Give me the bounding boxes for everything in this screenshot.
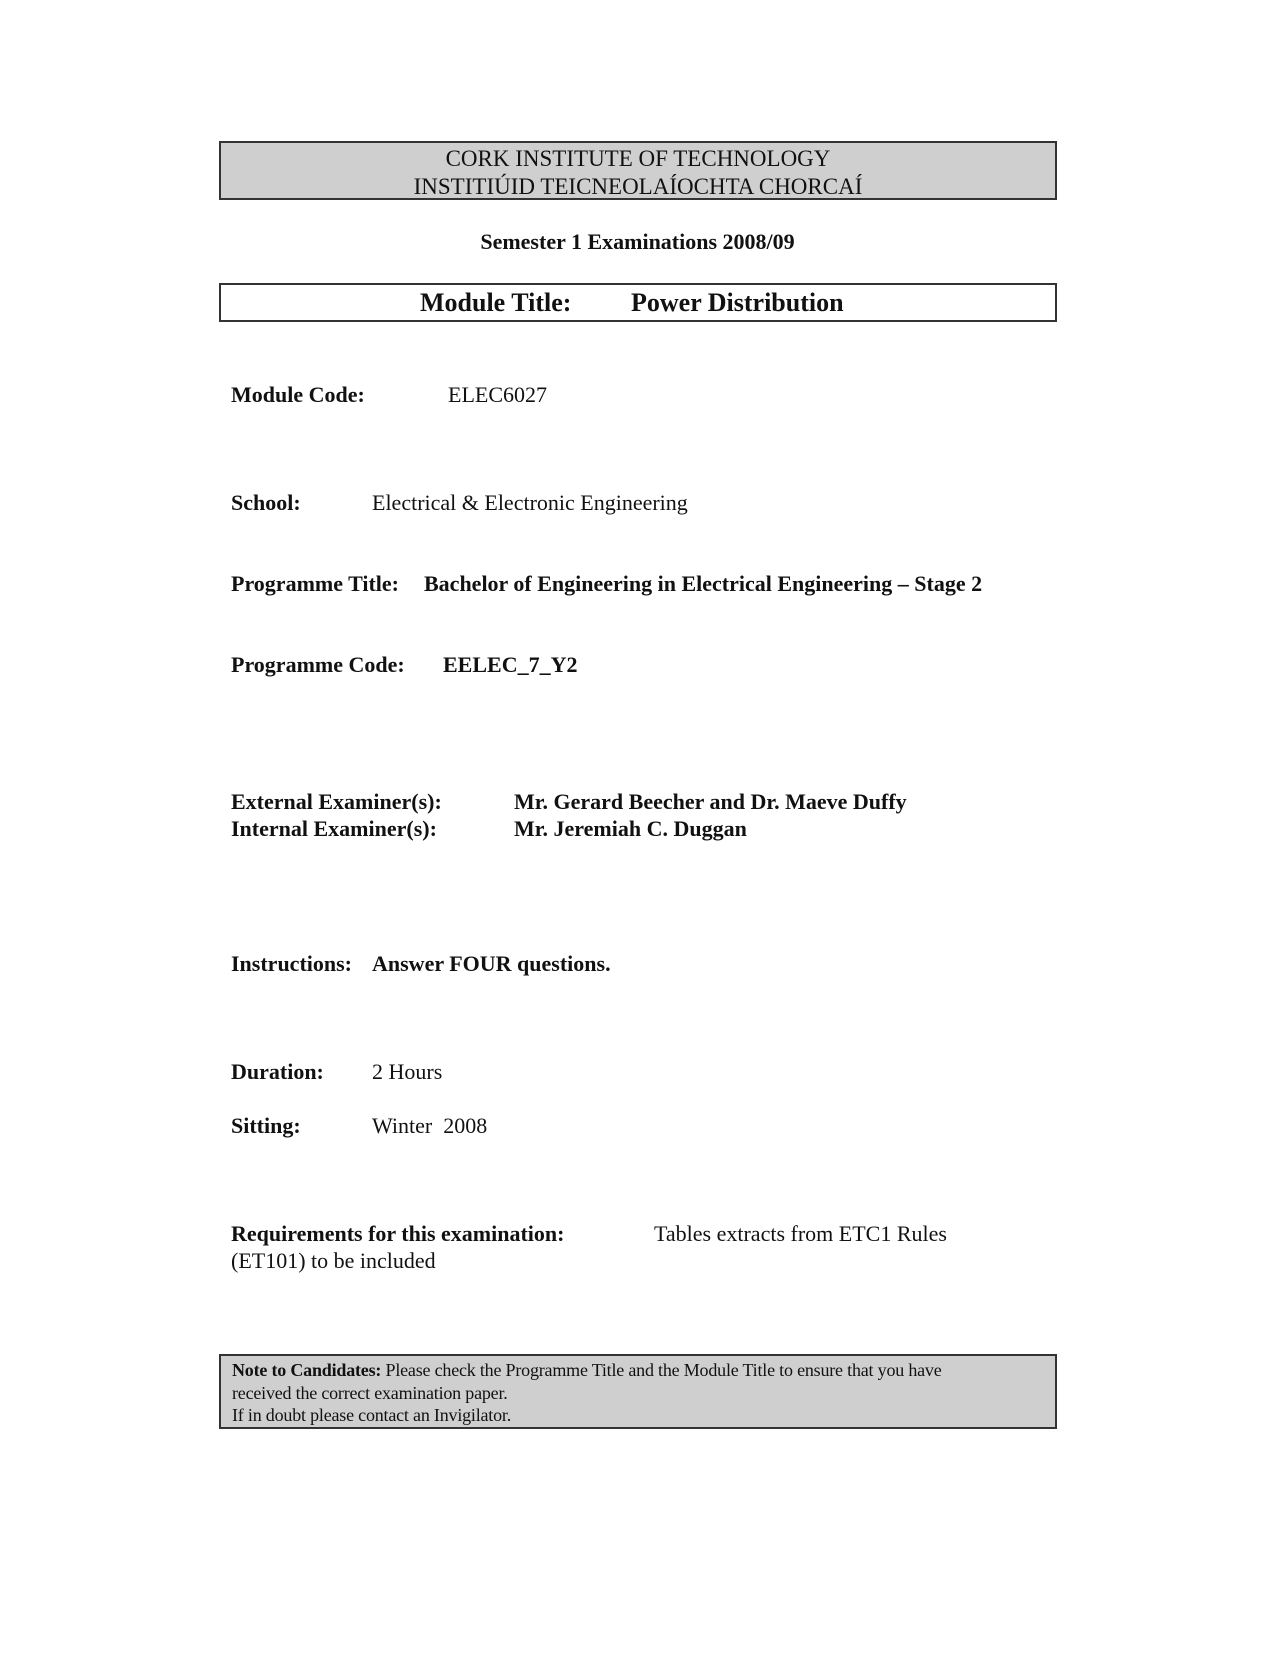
duration-value: 2 Hours: [372, 1059, 443, 1084]
note-text-line2: received the correct examination paper.: [232, 1382, 508, 1403]
semester-heading: Semester 1 Examinations 2008/09: [480, 229, 795, 254]
sitting-label: Sitting:: [231, 1113, 301, 1138]
programme-title-label: Programme Title:: [231, 571, 400, 596]
internal-examiner-value: Mr. Jeremiah C. Duggan: [514, 816, 747, 841]
module-title-box: [219, 283, 1057, 322]
note-label: Note to Candidates:: [232, 1360, 382, 1380]
institute-header: [219, 141, 1057, 200]
requirements-value-line2: (ET101) to be included: [231, 1248, 436, 1273]
internal-examiner-label: Internal Examiner(s):: [231, 816, 437, 841]
instructions-value: Answer FOUR questions.: [372, 951, 611, 976]
school-value: Electrical & Electronic Engineering: [372, 490, 688, 515]
school-label: School:: [231, 490, 301, 515]
institute-name-irish: INSTITIÚID TEICNEOLAÍOCHTA CHORCAÍ: [413, 174, 863, 199]
module-code-value: ELEC6027: [448, 382, 547, 407]
programme-code-label: Programme Code:: [231, 652, 405, 677]
note-to-candidates-box: [219, 1354, 1057, 1429]
note-text-line3: If in doubt please contact an Invigilator.: [232, 1405, 512, 1425]
requirements-value-line1: Tables extracts from ETC1 Rules: [654, 1221, 947, 1246]
duration-label: Duration:: [231, 1059, 324, 1084]
programme-title-value: Bachelor of Engineering in Electrical Engineering – Stage 2: [424, 571, 983, 596]
instructions-label: Instructions:: [231, 951, 353, 976]
module-title-label: Module Title:: [420, 288, 572, 317]
programme-code-value: EELEC_7_Y2: [443, 652, 578, 677]
requirements-label: Requirements for this examination:: [231, 1221, 565, 1246]
external-examiner-label: External Examiner(s):: [231, 789, 442, 814]
institute-name-english: CORK INSTITUTE OF TECHNOLOGY: [445, 146, 831, 171]
note-text-line1: Please check the Programme Title and the Module Title to ensure that you have: [385, 1360, 942, 1380]
external-examiner-value: Mr. Gerard Beecher and Dr. Maeve Duffy: [514, 789, 907, 814]
sitting-value: Winter 2008: [372, 1113, 488, 1138]
module-code-label: Module Code:: [231, 382, 365, 407]
module-title-value: Power Distribution: [631, 288, 844, 317]
